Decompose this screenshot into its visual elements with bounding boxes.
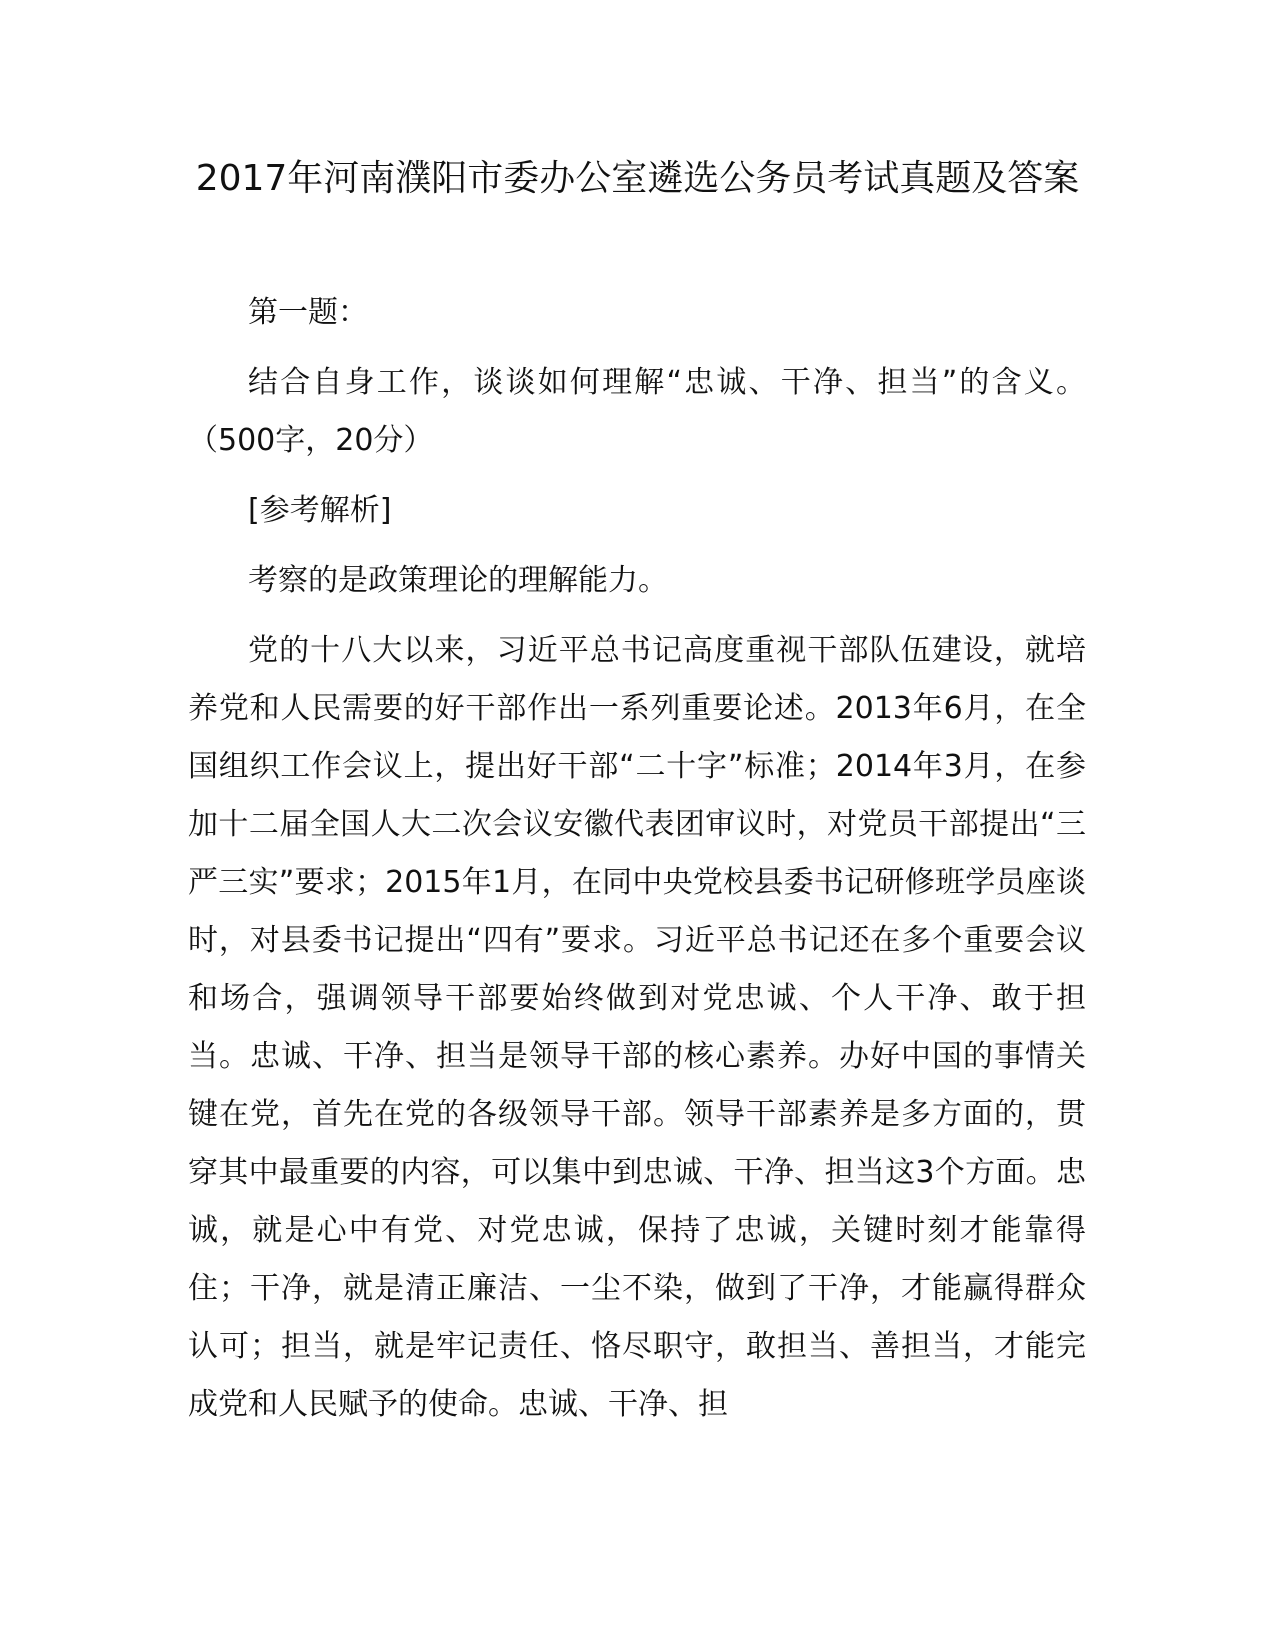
- focus-statement: 考察的是政策理论的理解能力。: [248, 563, 668, 598]
- question-heading: 第一题：: [248, 295, 368, 330]
- page-title: 2017年河南濮阳市委办公室遴选公务员考试真题及答案: [195, 158, 1080, 199]
- main-paragraph: 党的十八大以来，习近平总书记高度重视干部队伍建设，就培养党和人民需要的好干部作出一系列重要论述。2013年6月，在全国组织工作会议上，提出好干部“二十字”标准；2014年3月，在参加十二届全国人大二次会议安徽代表团审议时，对党员干部提出“三严三实”要求；2015年1月，在同中央党校县委书记研修班学员座谈时，对县委书记提出“四有”要求。习近平总书记还在多个重要会议和场合，强调领导干部要始终做到对党忠诚、个人干净、敢于担当。忠诚、干净、担当是领导干部的核心素养。办好中国的事情关键在党，首先在党的各级领导干部。领导干部素养是多方面的，贯穿其中最重要的内容，可以集中到忠诚、干净、担当这3个方面。忠诚，就是心中有党、对党忠诚，保持了忠诚，关键时刻才能靠得住；干净，就是清正廉洁、一尘不染，做到了干净，才能赢得群众认可；担当，就是牢记责任、恪尽职守，敢担当、善担当，才能完成党和人民赋予的使命。忠诚、干净、担: [188, 633, 1086, 1422]
- question-text: 结合自身工作，谈谈如何理解“忠诚、干净、担当”的含义。（500字，20分）: [188, 365, 1086, 458]
- reference-label: [参考解析]: [248, 493, 392, 528]
